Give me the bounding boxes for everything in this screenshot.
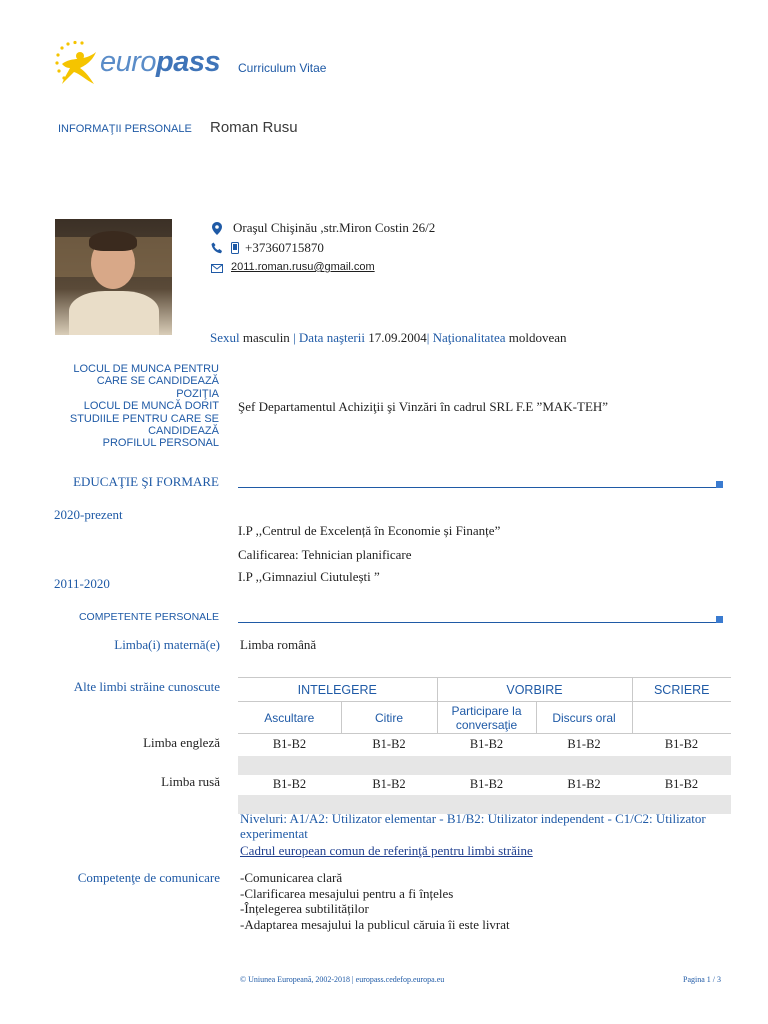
skills-divider-marker	[716, 616, 723, 623]
personal-details-line	[210, 330, 567, 346]
level-cell: B1-B2	[567, 777, 601, 791]
list-item: -Comunicarea clară	[240, 870, 343, 885]
job-label: CARE SE CANDIDEAZĂ	[96, 375, 219, 388]
education-institution: I.P ,,Gimnaziul Ciutulești ”	[238, 569, 380, 584]
language-name: Limba rusă	[161, 774, 220, 789]
sub-header-empty	[632, 702, 731, 734]
level-cell: B1-B2	[372, 737, 406, 752]
education-divider	[238, 487, 716, 488]
footer-copyright: © Uniunea Europeană, 2002-2018 | europass.cedefop.europa.eu	[240, 975, 445, 984]
mobile-phone-icon	[231, 242, 239, 254]
job-label: LOCUL DE MUNCĂ DORIT	[83, 400, 219, 413]
job-label: CANDIDEAZĂ	[148, 425, 219, 438]
mother-tongue-value: Limba română	[240, 637, 317, 652]
level-cell: B1-B2	[664, 737, 699, 752]
education-institution: I.P ,,Centrul de Excelență în Economie și Finanțe”	[238, 523, 501, 538]
skills-section-title: COMPETENTE PERSONALE	[78, 611, 219, 623]
address: Oraşul Chişinău ,str.Miron Costin 26/2	[233, 220, 436, 235]
education-section-title: EDUCAŢIE ŞI FORMARE	[73, 474, 219, 489]
other-languages-label: Alte limbi străine cunoscute	[73, 679, 220, 694]
job-label: PROFILUL PERSONAL	[102, 437, 219, 450]
nationality-label: | Naţionalitatea	[426, 330, 506, 345]
birth-label: | Data naşterii	[293, 330, 365, 345]
level-cell: B1-B2	[469, 777, 504, 791]
phone-number: +37360715870	[245, 240, 324, 255]
level-cell: B1-B2	[272, 737, 307, 752]
profile-photo	[55, 219, 172, 335]
table-row	[238, 734, 731, 756]
europass-logo	[54, 40, 224, 90]
level-cell: B1-B2	[372, 777, 406, 791]
level-cell: B1-B2	[664, 777, 699, 791]
communication-skills-list	[240, 870, 510, 932]
sub-header-oral: Discurs oral	[536, 702, 632, 734]
language-name: Limba engleză	[143, 735, 220, 750]
phone-icon	[211, 242, 223, 254]
mother-tongue-label: Limba(i) maternă(e)	[114, 637, 220, 652]
levels-note: Niveluri: A1/A2: Utilizator elementar - B1/B2: Utilizator independent - C1/C2: Utilizator experimentat	[240, 811, 706, 841]
job-label: POZIŢIA	[176, 387, 219, 400]
job-applied-value: Şef Departamentul Achiziţii şi Vinzări în cadrul SRL F.E ”MAK-TEH”	[238, 399, 609, 414]
level-cell: B1-B2	[469, 737, 504, 752]
birth-value: 17.09.2004	[368, 330, 427, 345]
education-period: 2011-2020	[54, 576, 110, 591]
group-header-understanding: INTELEGERE	[238, 678, 437, 702]
sex-label: Sexul	[210, 330, 240, 345]
cefr-link[interactable]: Cadrul european comun de referinţă pentru limbi străine	[240, 843, 533, 858]
job-label: LOCUL DE MUNCA PENTRU	[73, 363, 219, 375]
group-header-writing: SCRIERE	[632, 678, 731, 702]
personal-info-section-label: INFORMAŢII PERSONALE	[58, 123, 192, 135]
list-item: -Înțelegerea subtilităților	[240, 901, 369, 916]
group-header-speaking: VORBIRE	[437, 678, 632, 702]
table-spacer-row	[238, 756, 731, 775]
table-group-header-row	[238, 678, 731, 702]
sub-header-conversation: Participare la conversaţie	[437, 702, 536, 734]
email-link[interactable]: 2011.roman.rusu@gmail.com	[231, 261, 375, 273]
table-sub-header-row	[238, 702, 731, 734]
job-applied-labels	[40, 363, 219, 450]
level-cell: B1-B2	[272, 777, 307, 791]
sub-header-reading: Citire	[341, 702, 437, 734]
skills-divider	[238, 622, 716, 623]
email-icon	[211, 264, 223, 273]
list-item: -Adaptarea mesajului la publicul căruia îi este livrat	[240, 916, 510, 932]
education-detail: Calificarea: Tehnician planificare	[238, 547, 412, 562]
language-skills-table	[238, 677, 731, 814]
education-divider-marker	[716, 481, 723, 488]
europass-wordmark: europass	[100, 46, 221, 78]
table-row	[238, 775, 731, 795]
location-pin-icon	[212, 222, 222, 235]
sub-header-listening: Ascultare	[238, 702, 341, 734]
nationality-value: moldovean	[508, 330, 567, 345]
person-name: Roman Rusu	[210, 119, 298, 136]
footer-page-number: Pagina 1 / 3	[683, 975, 721, 984]
sex-value: masculin	[242, 330, 290, 345]
doc-title: Curriculum Vitae	[238, 61, 327, 75]
level-cell: B1-B2	[567, 737, 601, 752]
education-period: 2020-prezent	[54, 507, 123, 522]
job-label: STUDIILE PENTRU CARE SE	[69, 412, 219, 425]
communication-skills-label: Competenţe de comunicare	[77, 870, 220, 885]
list-item: -Clarificarea mesajului pentru a fi înțeles	[240, 885, 454, 901]
